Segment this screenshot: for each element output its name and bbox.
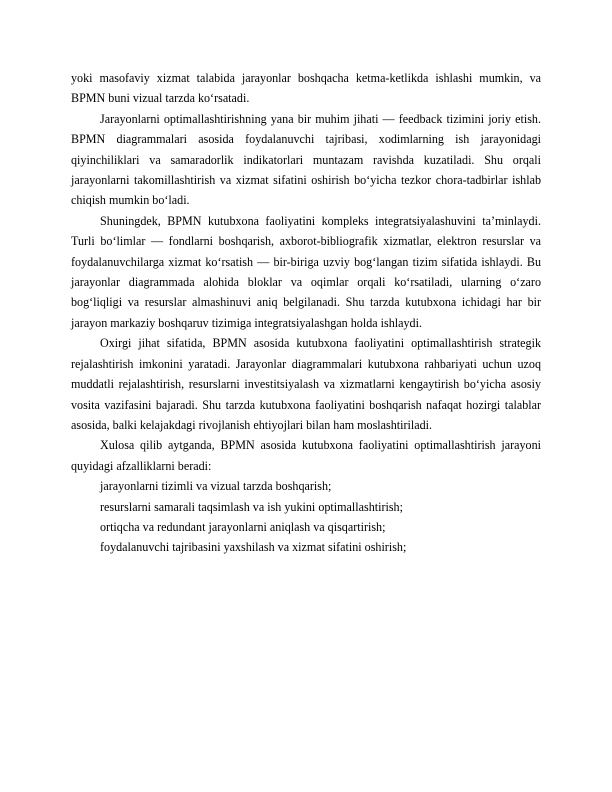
- document-body: [71, 68, 541, 558]
- list-item: ortiqcha va redundant jarayonlarni aniqlash va qisqartirish;: [100, 519, 386, 534]
- paragraph-feedback: Jarayonlarni optimallashtirishning yana bir muhim jihati — feedback tizimini joriy etish. BPMN diagrammalari asosida foydalanuvchi tajribasi, xodimlarning ish jarayonidagi qiyinchiliklari va samaradorlik indikatorlari muntazam ravishda kuzatiladi. Shu orqali jarayonlarni takomillashtirish va xizmat sifatini oshirish bo‘yicha tezkor chora-tadbirlar ishlab chiqish mumkin bo‘ladi.: [71, 111, 541, 208]
- list-item: foydalanuvchi tajribasini yaxshilash va xizmat sifatini oshirish;: [100, 540, 407, 555]
- list-item: jarayonlarni tizimli va vizual tarzda boshqarish;: [100, 479, 332, 494]
- paragraph-integration: Shuningdek, BPMN kutubxona faoliyatini kompleks integratsiyalashuvini ta’minlaydi. Turli bo‘limlar — fondlarni boshqarish, axborot-bibliografik xizmatlar, elektron resurslar va foydalanuvchilarga xizmat ko‘rsatish — bir-biriga uzviy bog‘langan tizim sifatida ishlaydi. Bu jarayonlar diagrammada alohida bloklar va oqimlar orqali ko‘rsatiladi, ularning o‘zaro bog‘liqligi va resurslar almashinuvi aniq belgilanadi. Shu tarzda kutubxona ichidagi har bir jarayon markaziy boshqaruv tizimiga integratsiyalashgan holda ishlaydi.: [71, 213, 541, 330]
- paragraph-strategic-planning: Oxirgi jihat sifatida, BPMN asosida kutubxona faoliyatini optimallashtirish strategik rejalashtirish imkonini yaratadi. Jarayonlar diagrammalari kutubxona rahbariyati uchun uzoq muddatli rejalashtirish, resurslarni investitsiyalash va xizmatlarni kengaytirish bo‘yicha asosiy vosita vazifasini bajaradi. Shu tarzda kutubxona faoliyatini boshqarish nafaqat hozirgi talablar asosida, balki kelajakdagi rivojlanish ehtiyojlari bilan ham moslashtiriladi.: [71, 336, 541, 432]
- paragraph-continuation: yoki masofaviy xizmat talabida jarayonlar boshqacha ketma-ketlikda ishlashi mumkin, va BPMN buni vizual tarzda ko‘rsatadi.: [71, 71, 541, 106]
- advantages-list: [71, 476, 541, 558]
- list-item: resurslarni samarali taqsimlash va ish yukini optimallashtirish;: [100, 499, 403, 514]
- paragraph-conclusion: Xulosa qilib aytganda, BPMN asosida kutubxona faoliyatini optimallashtirish jarayoni quyidagi afzalliklarni beradi:: [71, 438, 541, 473]
